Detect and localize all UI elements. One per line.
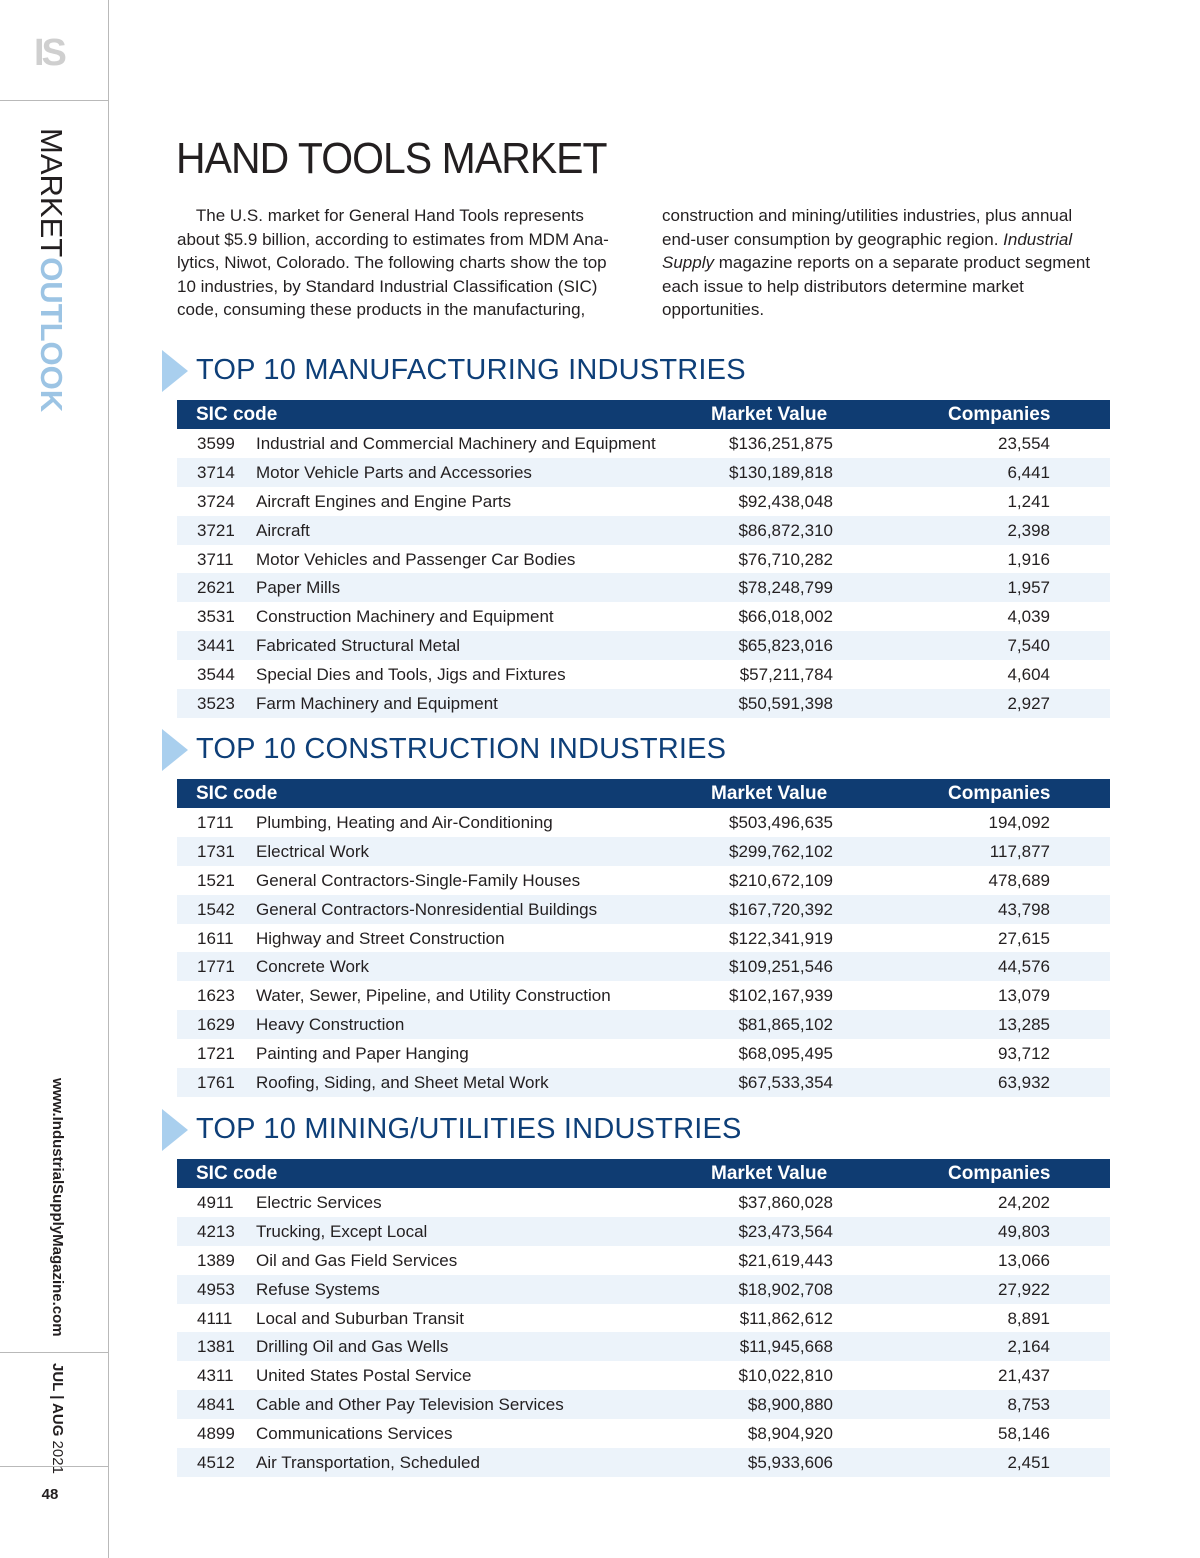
industry-name-cell: Special Dies and Tools, Jigs and Fixtures xyxy=(256,665,566,685)
rail-divider xyxy=(0,100,108,101)
sic-code-cell: 4841 xyxy=(197,1395,235,1415)
companies-cell: 1,241 xyxy=(1007,491,1050,511)
sic-code-cell: 3724 xyxy=(197,491,235,511)
companies-cell: 2,927 xyxy=(1007,694,1050,714)
companies-cell: 43,798 xyxy=(998,899,1050,919)
companies-cell: 58,146 xyxy=(998,1424,1050,1444)
companies-cell: 21,437 xyxy=(998,1366,1050,1386)
construction-section xyxy=(162,726,1110,1093)
issue-months: JUL | AUG xyxy=(49,1363,66,1437)
table-header xyxy=(177,1159,1110,1188)
industry-name-cell: United States Postal Service xyxy=(256,1366,472,1386)
market-value-cell: $66,018,002 xyxy=(738,607,833,627)
industry-name-cell: Cable and Other Pay Television Services xyxy=(256,1395,564,1415)
section-heading xyxy=(162,347,1110,387)
table-row xyxy=(177,1448,1110,1477)
industry-name-cell: Electric Services xyxy=(256,1193,382,1212)
website-url: www.IndustrialSupplyMagazine.com xyxy=(49,1078,66,1337)
industry-name-cell: General Contractors-Single-Family Houses xyxy=(256,870,581,890)
companies-cell: 6,441 xyxy=(1007,462,1050,482)
data-table xyxy=(177,400,1110,718)
table-row xyxy=(177,487,1110,516)
companies-cell: 49,803 xyxy=(998,1221,1050,1241)
industry-name-cell: Air Transportation, Scheduled xyxy=(256,1453,480,1473)
market-value-cell: $167,720,392 xyxy=(729,899,833,919)
table-row xyxy=(177,1039,1110,1068)
sic-code-cell: 1771 xyxy=(197,957,235,977)
market-value-cell: $21,619,443 xyxy=(738,1250,833,1270)
companies-cell: 2,164 xyxy=(1007,1337,1050,1357)
header-sic-code: SIC code xyxy=(196,1163,278,1184)
intro-magazine-name: Industrial Supply xyxy=(662,229,1073,273)
section-title: TOP 10 MINING/UTILITIES INDUSTRIES xyxy=(196,1113,742,1145)
companies-cell: 2,451 xyxy=(1007,1453,1050,1473)
section-label-light: MARKET xyxy=(34,128,69,258)
sic-code-cell: 3721 xyxy=(197,520,235,540)
table-row xyxy=(177,602,1110,631)
market-value-cell: $503,496,635 xyxy=(729,813,833,832)
industry-name-cell: Communications Services xyxy=(256,1424,453,1444)
sic-code-cell: 3441 xyxy=(197,636,235,656)
header-sic-code: SIC code xyxy=(196,404,278,425)
page-number: 48 xyxy=(41,1486,59,1503)
companies-cell: 117,877 xyxy=(989,841,1050,861)
sic-code-cell: 2621 xyxy=(197,578,235,598)
issue-date xyxy=(50,1363,65,1474)
industry-name-cell: Farm Machinery and Equipment xyxy=(256,694,498,714)
header-sic-code: SIC code xyxy=(196,783,278,804)
magazine-logo: IS xyxy=(34,32,64,74)
industry-name-cell: Roofing, Siding, and Sheet Metal Work xyxy=(256,1073,549,1093)
intro-column-2 xyxy=(662,204,1110,322)
sic-code-cell: 4953 xyxy=(197,1279,235,1299)
table-row xyxy=(177,808,1110,837)
rail-divider xyxy=(0,1352,108,1353)
table-body xyxy=(177,1188,1110,1477)
header-companies: Companies xyxy=(948,404,1051,425)
companies-cell: 13,079 xyxy=(998,986,1050,1006)
intro-text-b: magazine reports on a separate product segment each issue to help distributors determine market opportunities. xyxy=(662,253,1091,320)
table-row xyxy=(177,1246,1110,1275)
market-value-cell: $68,095,495 xyxy=(738,1044,833,1064)
table-row xyxy=(177,924,1110,953)
industry-name-cell: Construction Machinery and Equipment xyxy=(256,607,554,627)
industry-name-cell: Motor Vehicle Parts and Accessories xyxy=(256,462,532,482)
sic-code-cell: 1711 xyxy=(197,813,234,832)
industry-name-cell: Aircraft Engines and Engine Parts xyxy=(256,491,512,511)
arrow-right-icon xyxy=(162,350,188,392)
table-row xyxy=(177,837,1110,866)
market-value-cell: $86,872,310 xyxy=(738,520,833,540)
companies-cell: 93,712 xyxy=(998,1044,1050,1064)
table-row xyxy=(177,1275,1110,1304)
sic-code-cell: 3714 xyxy=(197,462,235,482)
industry-name-cell: Plumbing, Heating and Air-Conditioning xyxy=(256,813,553,832)
table-row xyxy=(177,1010,1110,1039)
companies-cell: 1,916 xyxy=(1007,549,1050,569)
table-row xyxy=(177,516,1110,545)
industry-name-cell: Drilling Oil and Gas Wells xyxy=(256,1337,449,1357)
industry-name-cell: Concrete Work xyxy=(256,957,370,977)
market-value-cell: $78,248,799 xyxy=(738,578,833,598)
sic-code-cell: 1721 xyxy=(197,1044,235,1064)
section-title: TOP 10 CONSTRUCTION INDUSTRIES xyxy=(196,733,727,765)
industry-name-cell: Aircraft xyxy=(256,520,310,540)
industry-name-cell: Painting and Paper Hanging xyxy=(256,1044,469,1064)
left-rail xyxy=(0,0,109,1558)
header-market-value: Market Value xyxy=(711,783,828,804)
sic-code-cell: 3544 xyxy=(197,665,235,685)
industry-name-cell: General Contractors-Nonresidential Buildings xyxy=(256,899,598,919)
data-table xyxy=(177,779,1110,1097)
companies-cell: 4,604 xyxy=(1007,665,1050,685)
market-value-cell: $8,904,920 xyxy=(747,1424,833,1444)
page-title: HAND TOOLS MARKET xyxy=(176,134,607,183)
header-companies: Companies xyxy=(948,783,1051,804)
table-row xyxy=(177,866,1110,895)
industry-name-cell: Electrical Work xyxy=(256,841,370,861)
market-value-cell: $37,860,028 xyxy=(738,1193,833,1212)
sic-code-cell: 1629 xyxy=(197,1015,235,1035)
market-value-cell: $65,823,016 xyxy=(738,636,833,656)
section-heading xyxy=(162,1106,1110,1146)
sic-code-cell: 4911 xyxy=(197,1193,234,1212)
sic-code-cell: 1521 xyxy=(197,870,235,890)
industry-name-cell: Fabricated Structural Metal xyxy=(256,636,461,656)
industry-name-cell: Water, Sewer, Pipeline, and Utility Construction xyxy=(256,986,611,1006)
section-title: TOP 10 MANUFACTURING INDUSTRIES xyxy=(196,354,746,386)
header-market-value: Market Value xyxy=(711,404,828,425)
table-header xyxy=(177,400,1110,429)
table-header xyxy=(177,779,1110,808)
section-label-bold: OUTLOOK xyxy=(34,257,69,413)
table-row xyxy=(177,1068,1110,1097)
sic-code-cell: 1381 xyxy=(197,1337,235,1357)
industry-name-cell: Industrial and Commercial Machinery and Equipment xyxy=(256,434,656,453)
market-value-cell: $57,211,784 xyxy=(739,665,833,685)
market-value-cell: $210,672,109 xyxy=(729,870,833,890)
table-row xyxy=(177,1217,1110,1246)
market-value-cell: $5,933,606 xyxy=(747,1453,833,1473)
table-row xyxy=(177,1304,1110,1333)
companies-cell: 8,891 xyxy=(1007,1308,1050,1328)
data-table xyxy=(177,1159,1110,1477)
sic-code-cell: 4311 xyxy=(197,1366,234,1386)
issue-year: 2021 xyxy=(49,1440,66,1474)
table-row xyxy=(177,1332,1110,1361)
market-value-cell: $11,945,668 xyxy=(739,1337,833,1357)
companies-cell: 478,689 xyxy=(988,870,1050,890)
companies-cell: 27,922 xyxy=(998,1279,1050,1299)
market-value-cell: $23,473,564 xyxy=(738,1221,833,1241)
table-row xyxy=(177,1361,1110,1390)
sic-code-cell: 1389 xyxy=(197,1250,235,1270)
companies-cell: 63,932 xyxy=(998,1073,1050,1093)
table-row xyxy=(177,952,1110,981)
companies-cell: 4,039 xyxy=(1007,607,1050,627)
table-row xyxy=(177,1419,1110,1448)
sic-code-cell: 4512 xyxy=(197,1453,235,1473)
sic-code-cell: 1731 xyxy=(197,841,235,861)
table-row xyxy=(177,1390,1110,1419)
companies-cell: 8,753 xyxy=(1007,1395,1050,1415)
arrow-right-icon xyxy=(162,729,188,771)
companies-cell: 24,202 xyxy=(998,1193,1050,1212)
intro-text-a: construction and mining/utilities industries, plus annual end-user consumption by geographic region. xyxy=(662,206,1073,249)
industry-name-cell: Highway and Street Construction xyxy=(256,928,505,948)
industry-name-cell: Trucking, Except Local xyxy=(256,1221,428,1241)
table-row xyxy=(177,631,1110,660)
intro-column-1: The U.S. market for General Hand Tools represents about $5.9 billion, according to estimates from MDM Ana-lytics, Niwot, Colorado. The following charts show the top 10 industries, by Standard Industrial Classification (SIC) code, consuming these products in the manufacturing, xyxy=(177,206,609,320)
table-body xyxy=(177,429,1110,718)
table-row xyxy=(177,545,1110,574)
sic-code-cell: 1623 xyxy=(197,986,235,1006)
sic-code-cell: 3711 xyxy=(197,549,234,569)
mining-utilities-section xyxy=(162,1106,1110,1473)
sic-code-cell: 3531 xyxy=(197,607,235,627)
table-row xyxy=(177,429,1110,458)
header-market-value: Market Value xyxy=(711,1163,828,1184)
sic-code-cell: 4213 xyxy=(197,1221,235,1241)
industry-name-cell: Local and Suburban Transit xyxy=(256,1308,464,1328)
sic-code-cell: 1542 xyxy=(197,899,235,919)
market-value-cell: $10,022,810 xyxy=(738,1366,833,1386)
table-row xyxy=(177,981,1110,1010)
market-value-cell: $130,189,818 xyxy=(729,462,833,482)
table-row xyxy=(177,458,1110,487)
manufacturing-section xyxy=(162,347,1110,714)
companies-cell: 1,957 xyxy=(1007,578,1050,598)
companies-cell: 23,554 xyxy=(998,434,1050,453)
companies-cell: 13,285 xyxy=(998,1015,1050,1035)
industry-name-cell: Refuse Systems xyxy=(256,1279,380,1299)
sic-code-cell: 1611 xyxy=(197,928,234,948)
header-companies: Companies xyxy=(948,1163,1051,1184)
market-value-cell: $102,167,939 xyxy=(729,986,833,1006)
table-row xyxy=(177,573,1110,602)
companies-cell: 44,576 xyxy=(998,957,1050,977)
table-row xyxy=(177,895,1110,924)
companies-cell: 27,615 xyxy=(998,928,1050,948)
market-value-cell: $122,341,919 xyxy=(729,928,833,948)
market-value-cell: $76,710,282 xyxy=(738,549,833,569)
companies-cell: 194,092 xyxy=(988,813,1050,832)
industry-name-cell: Oil and Gas Field Services xyxy=(256,1250,458,1270)
market-value-cell: $18,902,708 xyxy=(738,1279,833,1299)
market-value-cell: $81,865,102 xyxy=(738,1015,833,1035)
sic-code-cell: 3599 xyxy=(197,434,235,453)
rail-divider xyxy=(0,1466,108,1467)
arrow-right-icon xyxy=(162,1109,188,1151)
market-value-cell: $8,900,880 xyxy=(747,1395,833,1415)
industry-name-cell: Heavy Construction xyxy=(256,1015,405,1035)
market-value-cell: $67,533,354 xyxy=(738,1073,833,1093)
market-value-cell: $299,762,102 xyxy=(729,841,833,861)
market-value-cell: $11,862,612 xyxy=(739,1308,833,1328)
sic-code-cell: 4111 xyxy=(197,1308,233,1328)
market-value-cell: $109,251,546 xyxy=(729,957,833,977)
industry-name-cell: Motor Vehicles and Passenger Car Bodies xyxy=(256,549,576,569)
market-value-cell: $50,591,398 xyxy=(738,694,833,714)
industry-name-cell: Paper Mills xyxy=(256,578,341,598)
sic-code-cell: 1761 xyxy=(197,1073,235,1093)
market-value-cell: $136,251,875 xyxy=(729,434,833,453)
companies-cell: 2,398 xyxy=(1007,520,1050,540)
table-body xyxy=(177,808,1110,1097)
companies-cell: 7,540 xyxy=(1007,636,1050,656)
table-row xyxy=(177,1188,1110,1217)
table-row xyxy=(177,689,1110,718)
sic-code-cell: 4899 xyxy=(197,1424,235,1444)
table-row xyxy=(177,660,1110,689)
section-label xyxy=(36,128,67,412)
section-heading xyxy=(162,726,1110,766)
sic-code-cell: 3523 xyxy=(197,694,235,714)
companies-cell: 13,066 xyxy=(998,1250,1050,1270)
market-value-cell: $92,438,048 xyxy=(738,491,833,511)
